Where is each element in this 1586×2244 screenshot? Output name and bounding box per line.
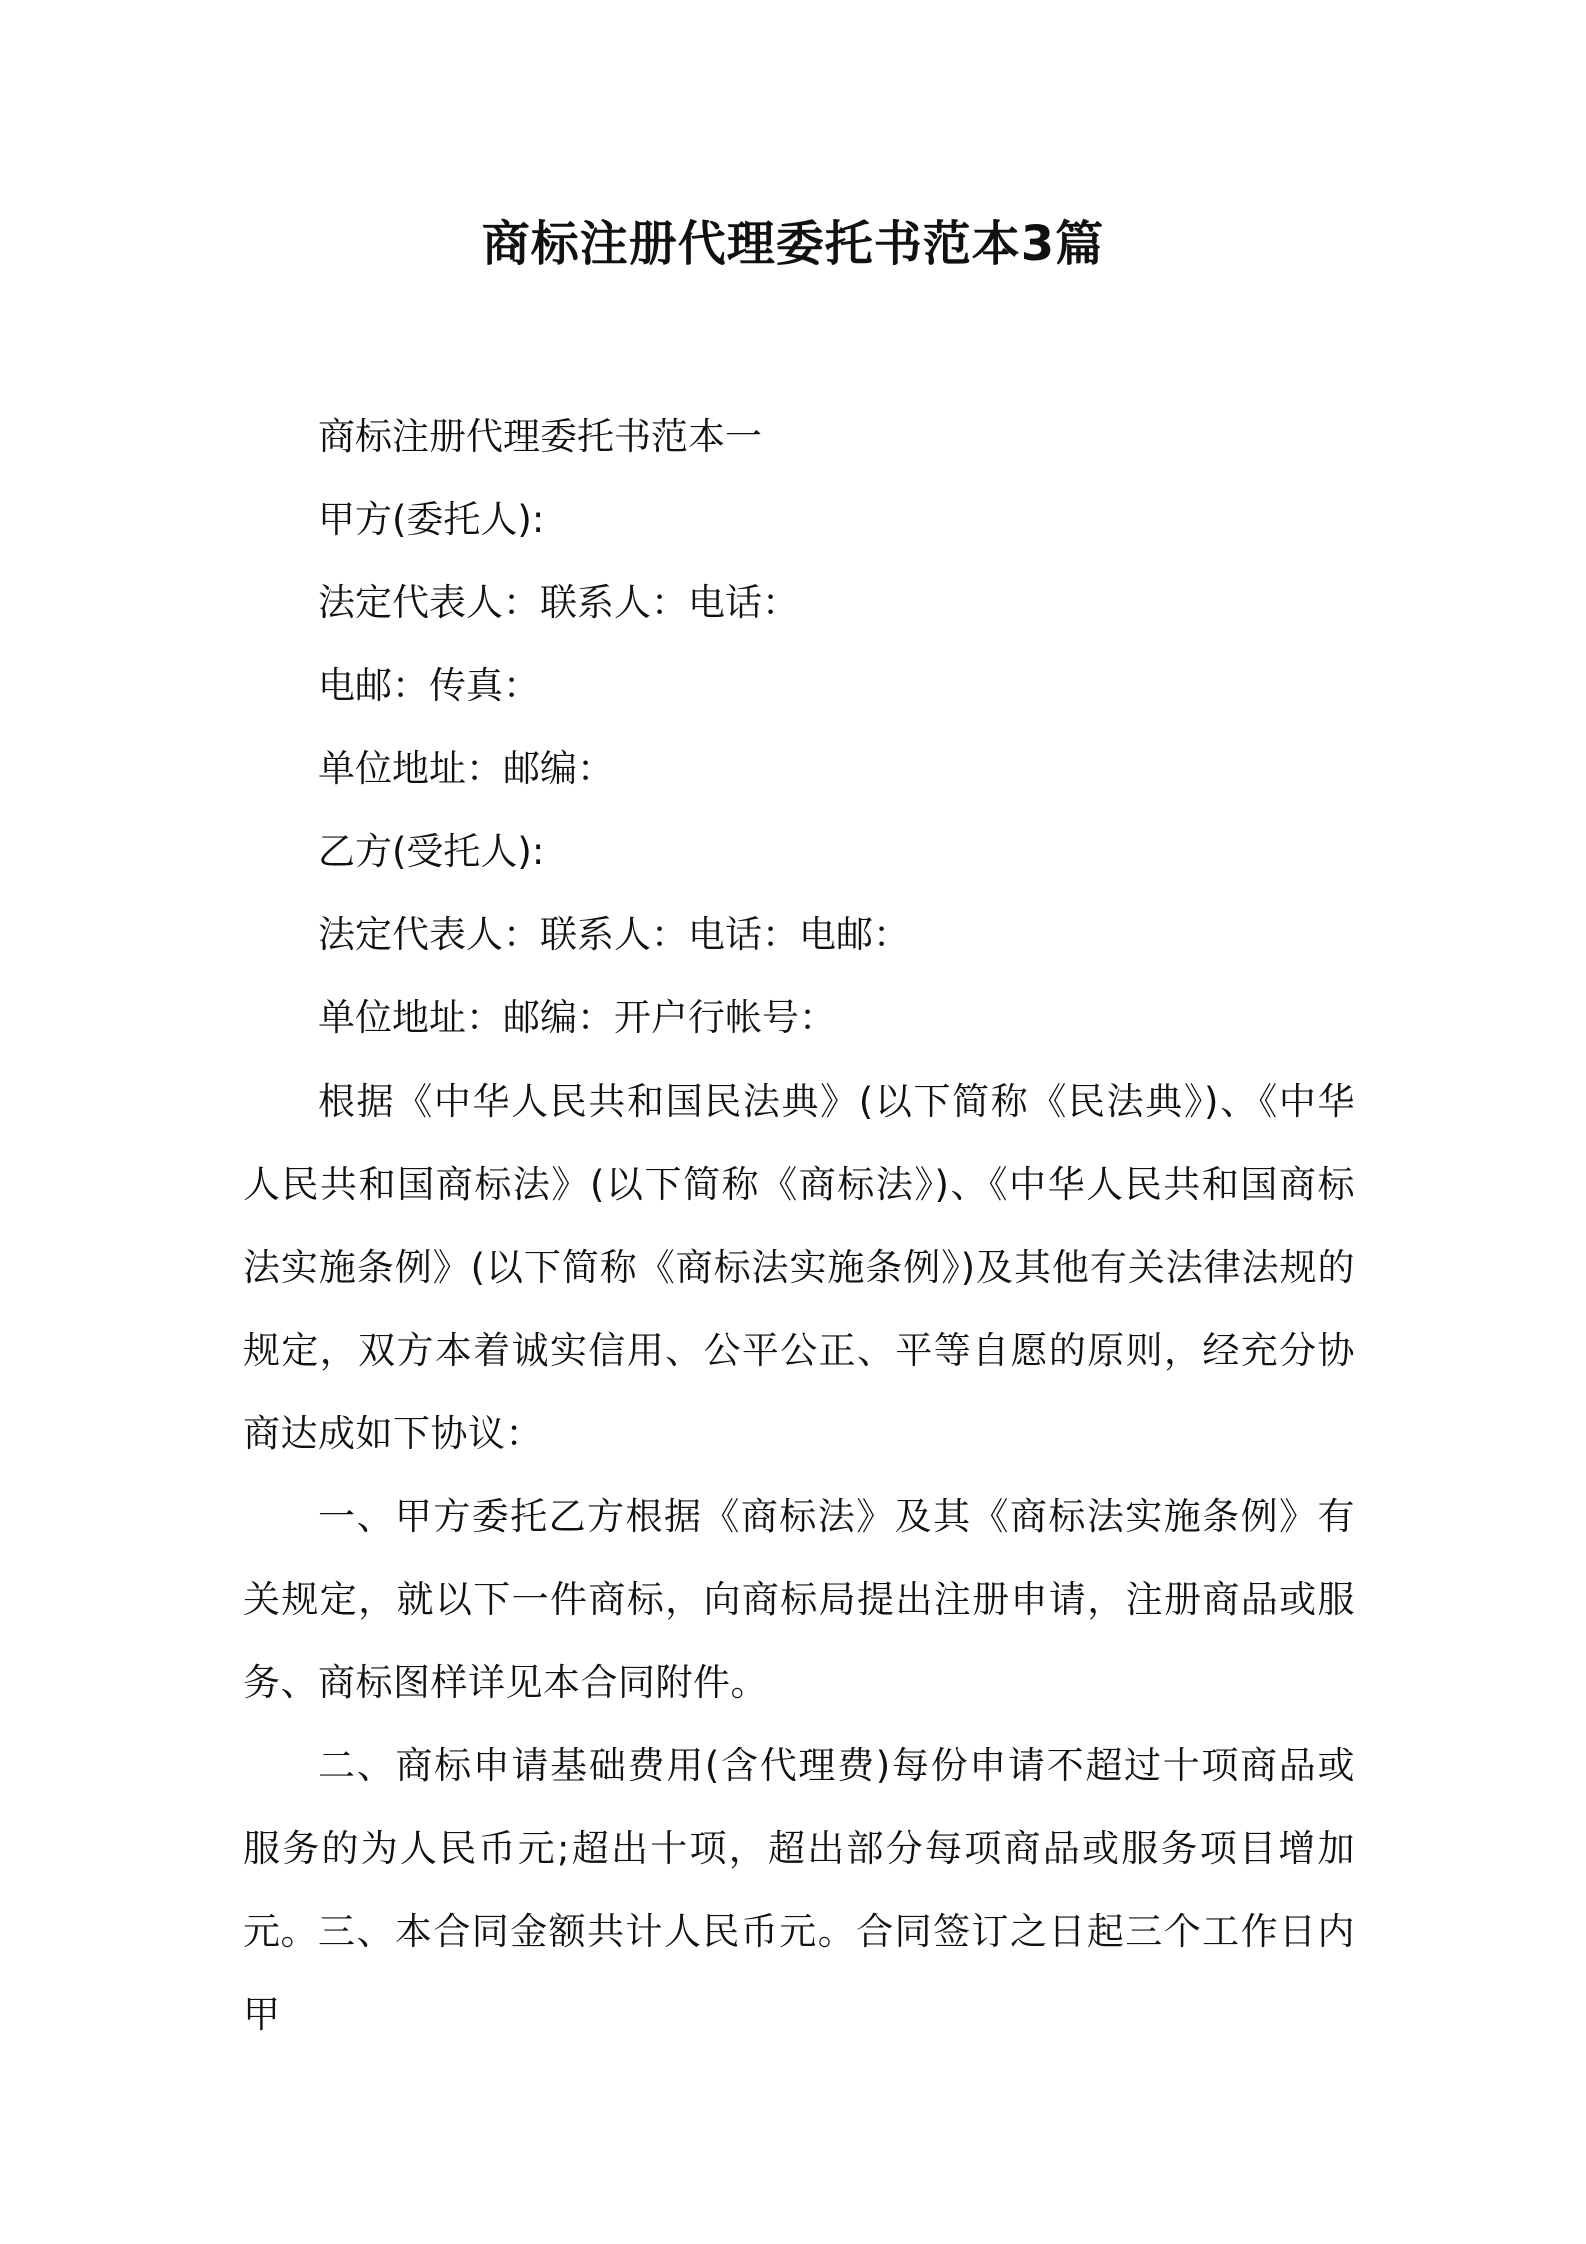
paragraph-clause-3: 三、本合同金额共计人民币元。合同签订之日起三个工作日内甲	[243, 1910, 1355, 2036]
party-a-address: 单位地址：邮编：	[318, 747, 614, 790]
paragraph-clause-2: 二、商标申请基础费用(含代理费)每份申请不超过十项商品或服务的为人民币元;超出十项，超出部分每项商品或服务项目增加元。	[243, 1744, 1355, 1953]
party-a-representative-line: 法定代表人：联系人：电话：	[318, 581, 799, 624]
paragraph-legal-basis: 根据《中华人民共和国民法典》(以下简称《民法典》)、《中华人民共和国商标法》(以下简称《商标法》)、《中华人民共和国商标法实施条例》(以下简称《商标法实施条例》)及其他有关法律法规的规定，双方本着诚实信用、公平公正、平等自愿的原则，经充分协商达成如下协议：	[243, 1080, 1355, 1455]
document-title: 商标注册代理委托书范本3篇	[481, 216, 1105, 272]
paragraph-clause-1: 一、甲方委托乙方根据《商标法》及其《商标法实施条例》有关规定，就以下一件商标，向商标局提出注册申请，注册商品或服务、商标图样详见本合同附件。	[243, 1495, 1355, 1704]
party-b-label: 乙方(受托人):	[318, 830, 545, 873]
party-a-label: 甲方(委托人):	[318, 498, 545, 541]
party-b-address: 单位地址：邮编：开户行帐号：	[318, 996, 836, 1039]
party-b-representative-line: 法定代表人：联系人：电话：电邮：	[318, 913, 910, 956]
party-a-email-fax: 电邮：传真：	[318, 664, 540, 707]
section-heading: 商标注册代理委托书范本一	[318, 415, 762, 458]
